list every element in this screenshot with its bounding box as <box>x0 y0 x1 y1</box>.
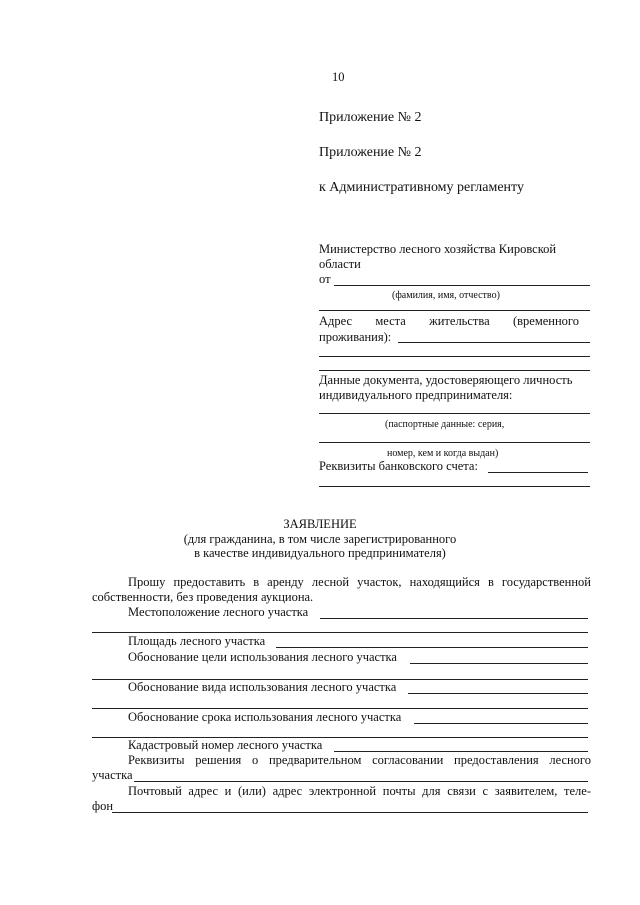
id-document-field-line[interactable] <box>319 413 590 414</box>
purpose-label: Обоснование цели использования лесного участка <box>128 650 397 664</box>
cadastral-number-field-line[interactable] <box>334 751 588 752</box>
fio-caption: (фамилия, имя, отчество) <box>392 290 500 301</box>
decision-details-label-cont: участка <box>92 768 133 782</box>
bank-details-field-line-2[interactable] <box>319 486 590 487</box>
location-label: Местоположение лесного участка <box>128 605 309 619</box>
passport-caption: (паспортные данные: серия, <box>385 419 505 430</box>
page-number: 10 <box>332 70 345 84</box>
usage-type-label: Обоснование вида использования лесного участка <box>128 680 397 694</box>
area-field-line[interactable] <box>276 647 588 648</box>
address-field-line[interactable] <box>398 342 590 343</box>
purpose-field-line[interactable] <box>410 663 588 664</box>
address-label: Адрес места жительства (временного <box>319 314 579 328</box>
cadastral-number-label: Кадастровый номер лесного участка <box>128 738 323 752</box>
bank-details-label: Реквизиты банковского счета: <box>319 459 478 473</box>
statement-title: ЗАЯВЛЕНИЕ <box>283 517 357 531</box>
request-text: Прошу предоставить в аренду лесной участок, находящийся в государственной <box>128 575 591 589</box>
id-document-label: Данные документа, удостоверяющего личность <box>319 373 573 387</box>
id-document-field-line-2[interactable] <box>319 442 590 443</box>
area-label: Площадь лесного участка <box>128 634 266 648</box>
bank-details-field-line[interactable] <box>488 472 588 473</box>
statement-subtitle: (для гражданина, в том числе зарегистрированного <box>183 532 457 546</box>
ministry-name-cont: области <box>319 257 361 271</box>
regulation-reference: к Административному регламенту <box>319 180 524 195</box>
address-label-cont: проживания): <box>319 330 392 344</box>
id-document-label-cont: индивидуального предпринимателя: <box>319 388 513 402</box>
appendix-label-repeat: Приложение № 2 <box>319 145 422 160</box>
contact-label: Почтовый адрес и (или) адрес электронной почты для связи с заявителем, теле- <box>128 784 591 798</box>
request-text-cont: собственности, без проведения аукциона. <box>92 590 314 604</box>
passport-caption-cont: номер, кем и когда выдан) <box>387 448 499 459</box>
decision-details-label: Реквизиты решения о предварительном согласовании предоставления лесного <box>128 753 591 767</box>
address-field-line-2[interactable] <box>319 356 590 357</box>
location-field-line-2[interactable] <box>92 632 588 633</box>
statement-subtitle-cont: в качестве индивидуального предпринимателя) <box>194 546 446 560</box>
ministry-name: Министерство лесного хозяйства Кировской <box>319 242 557 256</box>
contact-label-cont: фон <box>92 799 114 813</box>
fio-field-line-2[interactable] <box>319 310 590 311</box>
address-field-line-3[interactable] <box>319 370 590 371</box>
appendix-label: Приложение № 2 <box>319 110 422 125</box>
from-label: от <box>319 272 331 286</box>
usage-term-label: Обоснование срока использования лесного участка <box>128 710 402 724</box>
usage-type-field-line-2[interactable] <box>92 708 588 709</box>
usage-term-field-line[interactable] <box>414 723 588 724</box>
contact-field-line[interactable] <box>112 812 588 813</box>
decision-details-field-line[interactable] <box>134 781 588 782</box>
location-field-line[interactable] <box>320 618 588 619</box>
usage-type-field-line[interactable] <box>408 693 588 694</box>
fio-field-line[interactable] <box>334 285 590 286</box>
